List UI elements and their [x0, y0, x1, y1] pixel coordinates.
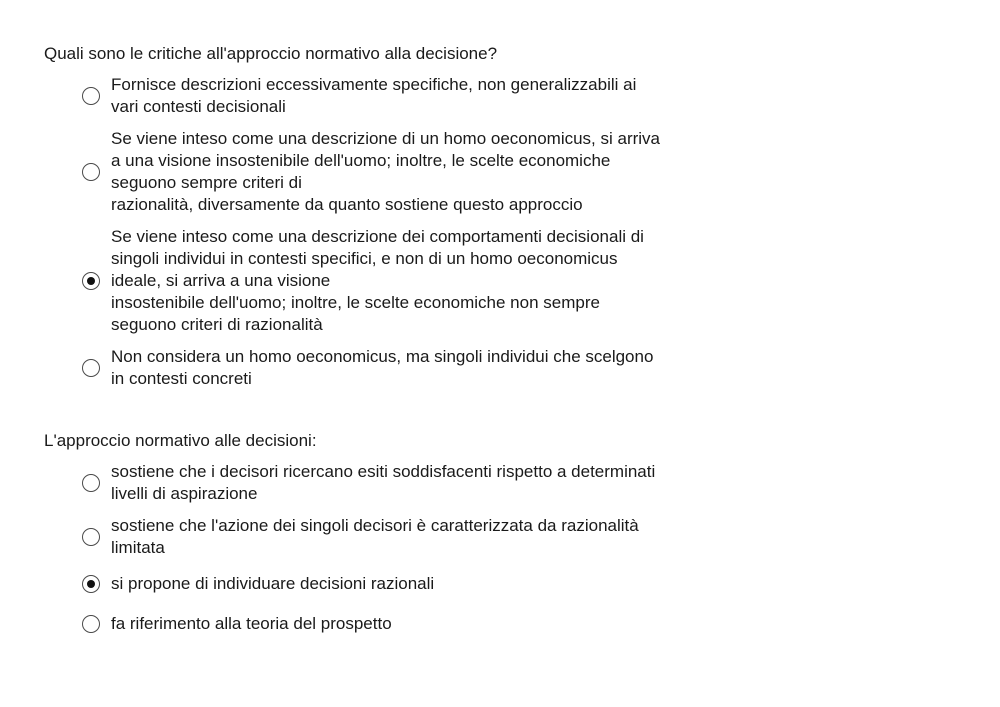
option-4[interactable]	[82, 613, 944, 635]
option-3[interactable]	[82, 573, 944, 595]
question-2	[44, 430, 944, 635]
option-label: Se viene inteso come una descrizione di un homo oeconomicus, si arriva a una visione insostenibile dell'uomo; inoltre, le scelte economiche seguono sempre criteri di razionalità, diversamente da quanto sostiene questo approccio	[111, 129, 661, 214]
question-1	[44, 43, 944, 390]
option-1[interactable]	[82, 461, 944, 505]
radio-button[interactable]	[82, 474, 100, 492]
radio-button[interactable]	[82, 528, 100, 546]
radio-button[interactable]	[82, 359, 100, 377]
radio-button[interactable]	[82, 615, 100, 633]
option-3[interactable]	[82, 226, 944, 336]
option-1[interactable]	[82, 74, 944, 118]
radio-button[interactable]	[82, 87, 100, 105]
option-label: si propone di individuare decisioni razionali	[111, 574, 435, 593]
radio-button[interactable]	[82, 163, 100, 181]
option-4[interactable]	[82, 346, 944, 390]
option-2[interactable]	[82, 515, 944, 559]
option-label: Non considera un homo oeconomicus, ma singoli individui che scelgono in contesti concreti	[111, 347, 654, 388]
options-group	[82, 74, 944, 390]
radio-button[interactable]	[82, 272, 100, 290]
option-label: fa riferimento alla teoria del prospetto	[111, 614, 392, 633]
question-text: L'approccio normativo alle decisioni:	[44, 431, 317, 450]
option-2[interactable]	[82, 128, 944, 216]
option-label: Fornisce descrizioni eccessivamente specifiche, non generalizzabili ai vari contesti decisionali	[111, 75, 637, 116]
option-label: Se viene inteso come una descrizione dei comportamenti decisionali di singoli individui in contesti specifici, e non di un homo oeconomicus ideale, si arriva a una visione insostenibile dell'uomo; inoltre, le scelte economiche non sempre seguono criteri di razionalità	[111, 227, 644, 334]
radio-button[interactable]	[82, 575, 100, 593]
question-text: Quali sono le critiche all'approccio normativo alla decisione?	[44, 44, 498, 63]
option-label: sostiene che l'azione dei singoli decisori è caratterizzata da razionalità limitata	[111, 516, 639, 557]
options-group	[82, 461, 944, 635]
option-label: sostiene che i decisori ricercano esiti soddisfacenti rispetto a determinati livelli di aspirazione	[111, 462, 656, 503]
